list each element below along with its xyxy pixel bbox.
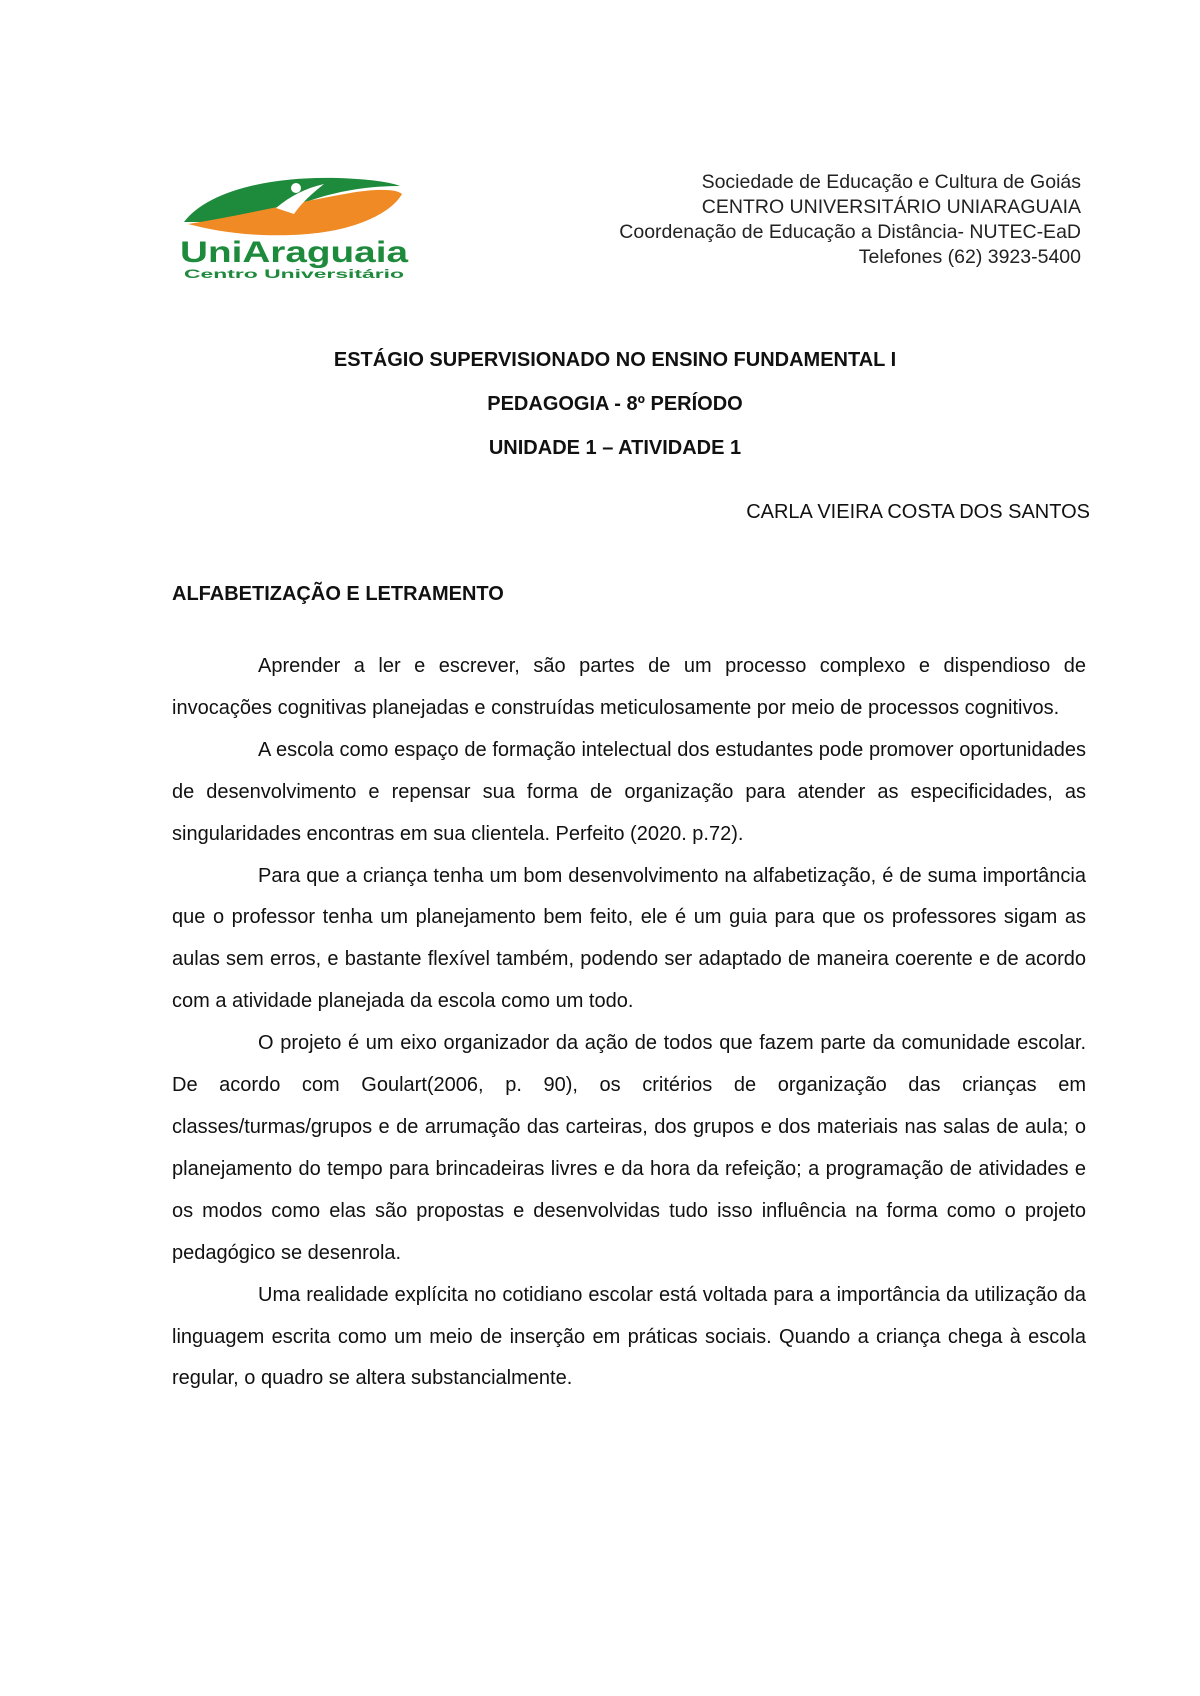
- logo-wordmark: UniAraguaia: [180, 236, 409, 269]
- paragraph: Para que a criança tenha um bom desenvolvimento na alfabetização, é de suma importância que o professor tenha um planejamento bem feito, ele é um guia para que os professores sigam as aulas sem erros, e bastante flexível também, podendo ser adaptado de maneira coerente e de acordo com a atividade planejada da escola como um todo.: [172, 864, 1086, 1013]
- logo-graphic: [178, 172, 438, 282]
- title-unit: UNIDADE 1 – ATIVIDADE 1: [488, 437, 742, 459]
- paragraph: O projeto é um eixo organizador da ação de todos que fazem parte da comunidade escolar. De acordo com Goulart(2006, p. 90), os critérios de organização das crianças em classes/turmas/grupos e de arrumação das carteiras, dos grupos e dos materiais nas salas de aula; o planejamento do tempo para brincadeiras livres e da hora da refeição; a programação de atividades e os modos como elas são propostas e desenvolvidas tudo isso influência na forma como o projeto pedagógico se desenrola.: [172, 1032, 1086, 1264]
- title-period: PEDAGOGIA - 8º PERÍODO: [487, 393, 743, 415]
- org-society: Sociedade de Educação e Cultura de Goiás: [701, 171, 1081, 193]
- paragraph: A escola como espaço de formação intelectual dos estudantes pode promover oportunidades de desenvolvimento e repensar sua forma de organização para atender as especificidades, as singularidades encontras em sua clientela. Perfeito (2020. p.72).: [172, 738, 1086, 845]
- org-university: CENTRO UNIVERSITÁRIO UNIARAGUAIA: [701, 196, 1081, 218]
- logo-figure-head: [291, 183, 301, 193]
- uniaraguaia-logo: [178, 172, 438, 282]
- org-coordination: Coordenação de Educação a Distância- NUTEC-EaD: [619, 221, 1081, 243]
- document-titles: [0, 338, 1200, 470]
- author-name: CARLA VIEIRA COSTA DOS SANTOS: [746, 501, 1090, 523]
- institution-info: [619, 170, 1081, 270]
- org-phone: Telefones (62) 3923-5400: [858, 246, 1081, 268]
- paragraph: Aprender a ler e escrever, são partes de um processo complexo e dispendioso de invocações cognitivas planejadas e construídas meticulosamente por meio de processos cognitivos.: [172, 655, 1086, 719]
- section-heading: ALFABETIZAÇÃO E LETRAMENTO: [172, 583, 504, 605]
- title-course: ESTÁGIO SUPERVISIONADO NO ENSINO FUNDAMENTAL I: [333, 349, 897, 371]
- body-text: [172, 646, 1086, 1400]
- paragraph: Uma realidade explícita no cotidiano escolar está voltada para a importância da utilização da linguagem escrita como um meio de inserção em práticas sociais. Quando a criança chega à escola regular, o quadro se altera substancialmente.: [172, 1283, 1086, 1390]
- logo-subtitle: Centro Universitário: [184, 267, 404, 281]
